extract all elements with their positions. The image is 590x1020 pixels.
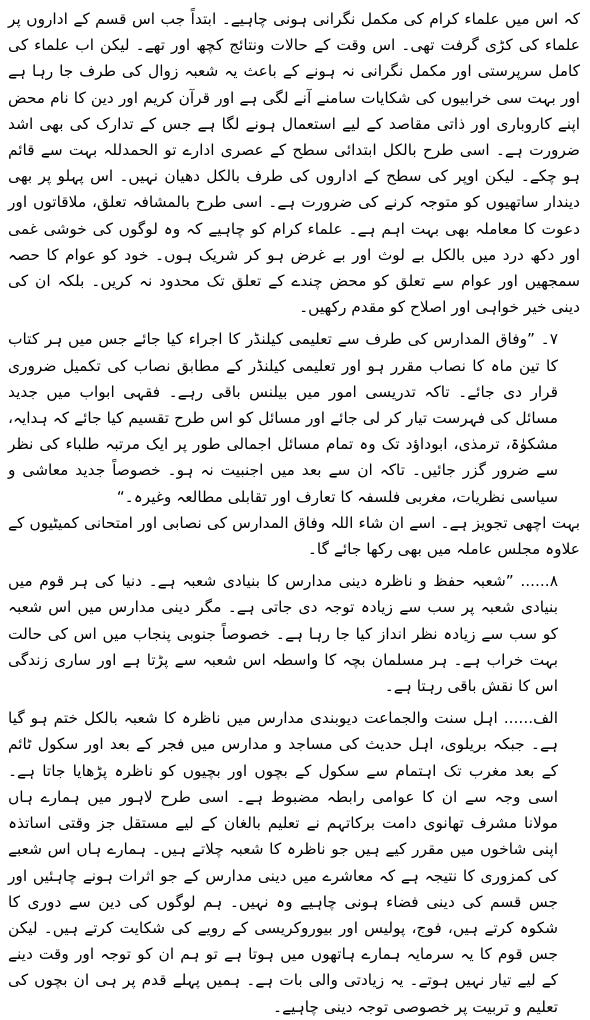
point-8-paragraph: ۸...... ”شعبہ حفظ و ناظرہ دینی مدارس کا بنیادی شعبہ ہے۔ دنیا کی ہر قوم میں بنیادی شعبہ پر سب سے زیادہ توجہ دی جاتی ہے۔ مگر دینی مدارس میں اس شعبہ کو سب سے زیادہ نظر انداز کیا جا رہا ہے۔ خصوصاً جنوبی پنجاب میں اس کی حالت بہت خراب ہے۔ ہر مسلمان بچہ کا واسطہ اس شعبہ سے پڑتا ہے اور ساری زندگی اس کا نقش باقی رہتا ہے۔	[8, 572, 558, 696]
point-8-alif-paragraph: الف...... اہل سنت والجماعت دیوبندی مدارس میں ناظرہ کا شعبہ بالکل ختم ہو گیا ہے۔ جبکہ بریلوی، اہل حدیث کی مساجد و مدارس میں فجر کے بعد اور سکول ٹائم کے بعد مغرب تک اہتمام سے سکول کے بچوں اور بچیوں کو ناظرہ پڑھایا جاتا ہے۔ اسی وجہ سے ان کا عوامی رابطہ مضبوط ہے۔ اسی طرح لاہور میں ہمارے ہاں مولانا مشرف تھانوی دامت برکاتہم نے تعلیم بالغان کے لیے مستقل جز وقتی اساتذہ اپنی شاخوں میں مقرر کیے ہیں جو ناظرہ کا شعبہ چلاتے ہیں۔ ہمارے ہاں اس شعبے کی کمزوری کا نتیجہ ہے کہ معاشرے میں دینی مدارس کے جو اثرات ہونے چاہئیں اور جس قسم کی دینی فضاء ہونی چاہیے وہ نہیں۔ ہم لوگوں کی دین سے دوری کا شکوہ کرتے ہیں، فوج، پولیس اور بیوروکریسی کے رویے کی شکایت کرتے ہیں۔ لیکن جس قوم کا یہ سرمایہ ہمارے ہاتھوں میں ہوتا ہے تو ہم ان کو توجہ اور وقت دینے کے لیے تیار نہیں ہوتے۔ یہ زیادتی والی بات ہے۔ ہمیں پہلے قدم پر ہی ان بچوں کی تعلیم و تربیت پر خصوصی توجہ دینی چاہیے۔	[8, 709, 558, 1016]
point-7-comment-paragraph: بہت اچھی تجویز ہے۔ اسے ان شاء اللہ وفاق المدارس کی نصابی اور امتحانی کمیٹیوں کے علاوہ مجلس عاملہ میں بھی رکھا جائے گا۔	[8, 513, 580, 559]
point-7-paragraph: ۷۔ ”وفاق المدارس کی طرف سے تعلیمی کیلنڈر کا اجراء کیا جائے جس میں ہر کتاب کا تین ماہ کا نصاب مقرر ہو اور تعلیمی کیلنڈر کے مطابق نصاب کی تکمیل ضروری قرار دی جائے۔ تاکہ تدریسی امور میں بیلنس باقی رہے۔ فقہی ابواب میں جدید مسائل کی فہرست تیار کر لی جائے اور مسائل کو اس طرح تقسیم کیا جائے کہ ہدایہ، مشکوٰۃ، ترمذی، ابوداؤد تک وہ تمام مسائل اجمالی طور پر ایک مرتبہ طلباء کی نظر سے ضرور گزر جائیں۔ تاکہ ان سے بعد میں اجنبیت نہ ہو۔ خصوصاً جدید معاشی و سیاسی نظریات، مغربی فلسفہ کا تعارف اور تقابلی مطالعہ وغیرہ۔“	[8, 330, 558, 506]
intro-paragraph: کہ اس میں علماء کرام کی مکمل نگرانی ہونی چاہیے۔ ابتداً جب اس قسم کے اداروں پر علماء کی کڑی گرفت تھی۔ اس وقت کے حالات ونتائج کچھ اور تھے۔ لیکن اب علماء کی کامل سرپرستی اور مکمل نگرانی نہ ہونے کے باعث یہ شعبہ زوال کی طرف جا رہا ہے اور بہت سی خرابیوں کی شکایات سامنے آنے لگی ہے اور قرآن کریم اور دین کا نام محض اپنے کاروباری اور ذاتی مقاصد کے لیے استعمال ہونے لگا ہے جس کے تدارک کی بھی اشد ضرورت ہے۔ اسی طرح بالکل ابتدائی سطح کے عصری ادارے تو الحمدللہ بہت سے قائم ہو چکے۔ لیکن اوپر کی سطح کے اداروں کی طرف بالکل دھیان نہیں۔ اس پہلو پر بھی دیندار ساتھیوں کو متوجہ کرنے کی ضرورت ہے۔ اسی طرح بالمشافہ تعلق، ملاقاتوں اور دعوت کا معاملہ بھی بہت اہم ہے۔ علماء کرام کو چاہیے کہ وہ لوگوں کی خوشی غمی اور دکھ درد میں بالکل بے لوث اور بے غرض ہو کر شریک ہوں۔ خود کو عوام کا حصہ سمجھیں اور عوام سے تعلق کو محض چندے کے تعلق تک محدود نہ کریں۔ بلکہ ان کی دینی خیر خواہی اور اصلاح کو مقدم رکھیں۔	[8, 10, 580, 317]
